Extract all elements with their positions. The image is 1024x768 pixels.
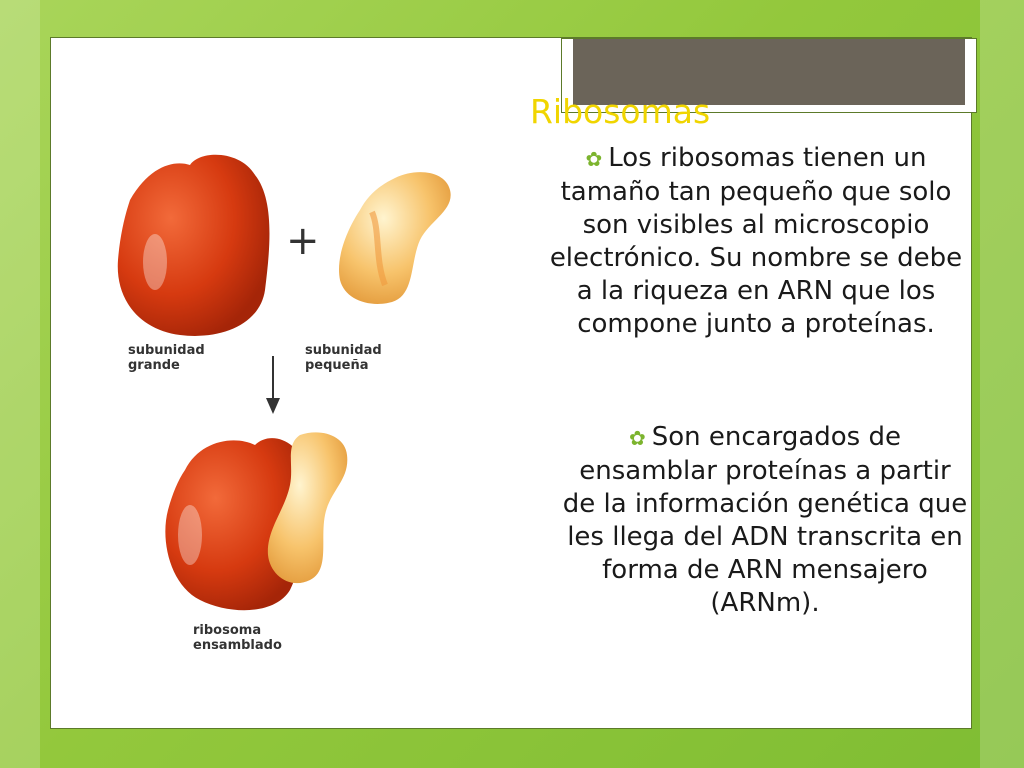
paragraph-ribosome-size: ✿ Los ribosomas tienen un tamaño tan pequeño que solo son visibles al microscopio electrónico. Su nombre se debe a la riqueza en ARN que los compone junto a proteínas. bbox=[549, 143, 963, 339]
bullet-flower-icon: ✿ bbox=[628, 426, 646, 450]
down-arrow-icon bbox=[266, 356, 280, 414]
plus-sign: + bbox=[286, 218, 320, 264]
small-subunit-label: subunidad pequeña bbox=[305, 343, 382, 373]
assembled-ribosome-shape bbox=[165, 432, 347, 610]
bullet-flower-icon: ✿ bbox=[585, 147, 603, 171]
large-subunit-label: subunidad grande bbox=[128, 343, 205, 373]
paragraph-ribosome-function: ✿ Son encargados de ensamblar proteínas a partir de la información genética que les llega del ADN transcrita en forma de ARN mensajero (ARNm). bbox=[562, 422, 968, 618]
slide-title: Ribosomas bbox=[530, 92, 711, 131]
small-subunit-shape bbox=[339, 172, 451, 304]
large-subunit-shape bbox=[118, 155, 270, 336]
assembled-ribosome-label: ribosoma ensamblado bbox=[193, 623, 282, 653]
